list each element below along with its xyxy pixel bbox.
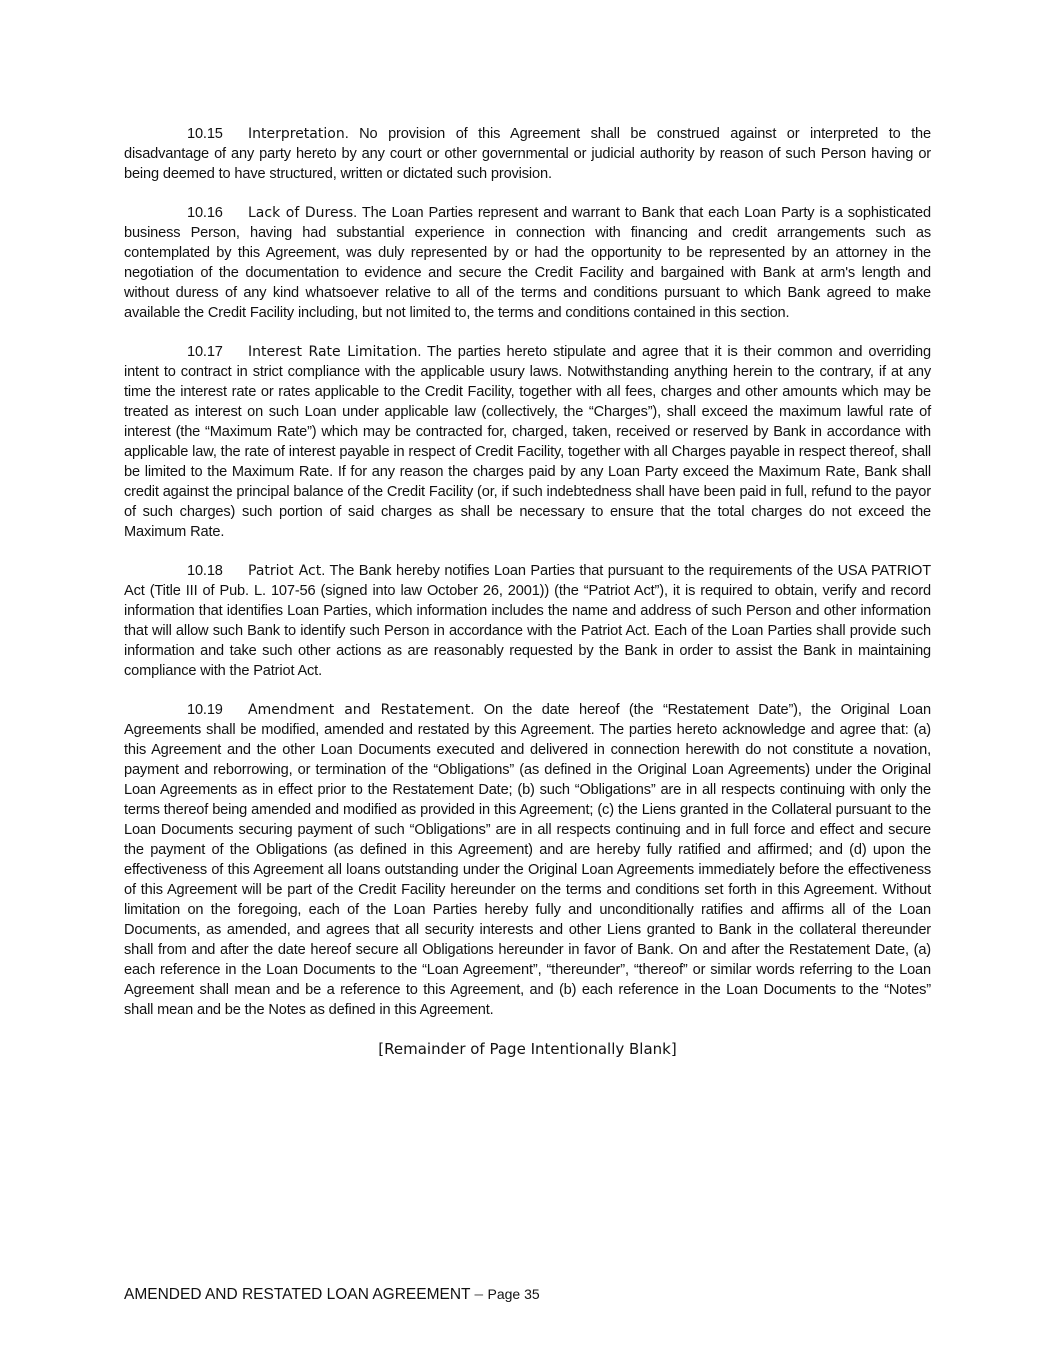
page-footer (124, 1284, 540, 1305)
section-heading: Interpretation (248, 126, 345, 142)
section-heading: Amendment and Restatement (248, 702, 471, 718)
section-number: 10.15 (187, 126, 223, 142)
section-body: . The Loan Parties represent and warrant to Bank that each Loan Party is a sophisticated business Person, having had substantial experience in connection with financing and credit arrangements such as contemplated by this Agreement, was duly represented by or had the opportunity to be represented by an attorney in the negotiation of the documentation to evidence and secure the Credit Facility and bargained with Bank at arm's length and without duress of any kind whatsoever relative to all of the terms and conditions pursuant to which Bank agreed to make available the Credit Facility including, but not limited to, the terms and conditions contained in this section. (124, 205, 931, 321)
section-number: 10.16 (187, 205, 223, 221)
section-10-17 (124, 342, 931, 542)
section-number: 10.18 (187, 563, 223, 579)
footer-title: AMENDED AND RESTATED LOAN AGREEMENT (124, 1286, 471, 1303)
section-10-16 (124, 203, 931, 323)
section-heading: Patriot Act (248, 563, 322, 579)
footer-page-number: Page 35 (487, 1286, 540, 1302)
section-body: . The Bank hereby notifies Loan Parties that pursuant to the requirements of the USA PATRIOT Act (Title III of Pub. L. 107-56 (signed into law October 26, 2001)) (the “Patriot Act”), it is required to obtain, verify and record information that identifies Loan Parties, which information includes the name and address of such Person and other information that will allow such Bank to identify such Person in accordance with the Patriot Act. Each of the Loan Parties shall provide such information and take such other actions as are reasonably requested by the Bank in order to assist the Bank in maintaining compliance with the Patriot Act. (124, 563, 931, 679)
footer-separator: – (474, 1286, 484, 1303)
section-body: . The parties hereto stipulate and agree that it is their common and overriding intent to contract in strict compliance with the applicable usury laws. Notwithstanding anything herein to the contrary, if at any time the interest rate or rates applicable to the Credit Facility, together with all fees, charges and other amounts which may be treated as interest on such Loan under applicable law (collectively, the “Charges”), shall exceed the maximum lawful rate of interest (the “Maximum Rate”) which may be contracted for, charged, taken, received or reserved by Bank in accordance with applicable law, the rate of interest payable in respect of Credit Facility, together with all Charges payable in respect thereof, shall be limited to the Maximum Rate. If for any reason the charges paid by any Loan Party exceed the Maximum Rate, Bank shall credit against the principal balance of the Credit Facility (or, if such indebtedness shall have been paid in full, refund to the payor of such charges) such portion of said charges as shall be necessary to ensure that the total charges do not exceed the Maximum Rate. (124, 344, 931, 540)
section-10-15 (124, 124, 931, 184)
section-heading: Lack of Duress (248, 205, 354, 221)
remainder-blank-note: [Remainder of Page Intentionally Blank] (378, 1040, 677, 1058)
section-body: . On the date hereof (the “Restatement Date”), the Original Loan Agreements shall be modified, amended and restated by this Agreement. The parties hereto acknowledge and agree that: (a) this Agreement and the other Loan Documents executed and delivered in connection herewith do not constitute a novation, payment and reborrowing, or termination of the “Obligations” (as defined in the Original Loan Agreements) under the Original Loan Agreements as in effect prior to the Restatement Date; (b) such “Obligations” are in all respects continuing with only the terms thereof being amended and modified as provided in this Agreement; (c) the Liens granted in the Collateral pursuant to the Loan Documents securing payment of such “Obligations” are in all respects continuing and in full force and effect and secure the payment of the Obligations (as defined in this Agreement) and are hereby fully ratified and affirmed; and (d) upon the effectiveness of this Agreement all loans outstanding under the Original Loan Agreements immediately before the effectiveness of this Agreement will be part of the Credit Facility hereunder on the terms and conditions set forth in this Agreement. Without limitation on the foregoing, each of the Loan Parties hereby fully and unconditionally ratifies and affirms all of the Loan Documents, as amended, and agrees that all security interests and other Liens granted to Bank in the collateral thereunder shall from and after the date hereof secure all Obligations hereunder in favor of Bank. On and after the Restatement Date, (a) each reference in the Loan Documents to the “Loan Agreement”, “thereunder”, “thereof” or similar words referring to the Loan Agreement shall mean and be a reference to this Agreement, and (b) each reference in the Loan Documents to the “Notes” shall mean and be the Notes as defined in this Agreement. (124, 702, 931, 1018)
document-page (124, 124, 931, 1059)
section-10-18 (124, 561, 931, 681)
section-body: . No provision of this Agreement shall be construed against or interpreted to the disadvantage of any party hereto by any court or other governmental or judicial authority by reason of such Person having or being deemed to have structured, written or dictated such provision. (124, 126, 931, 182)
section-heading: Interest Rate Limitation (248, 344, 418, 360)
section-number: 10.17 (187, 344, 223, 360)
section-10-19 (124, 700, 931, 1020)
section-number: 10.19 (187, 702, 223, 718)
